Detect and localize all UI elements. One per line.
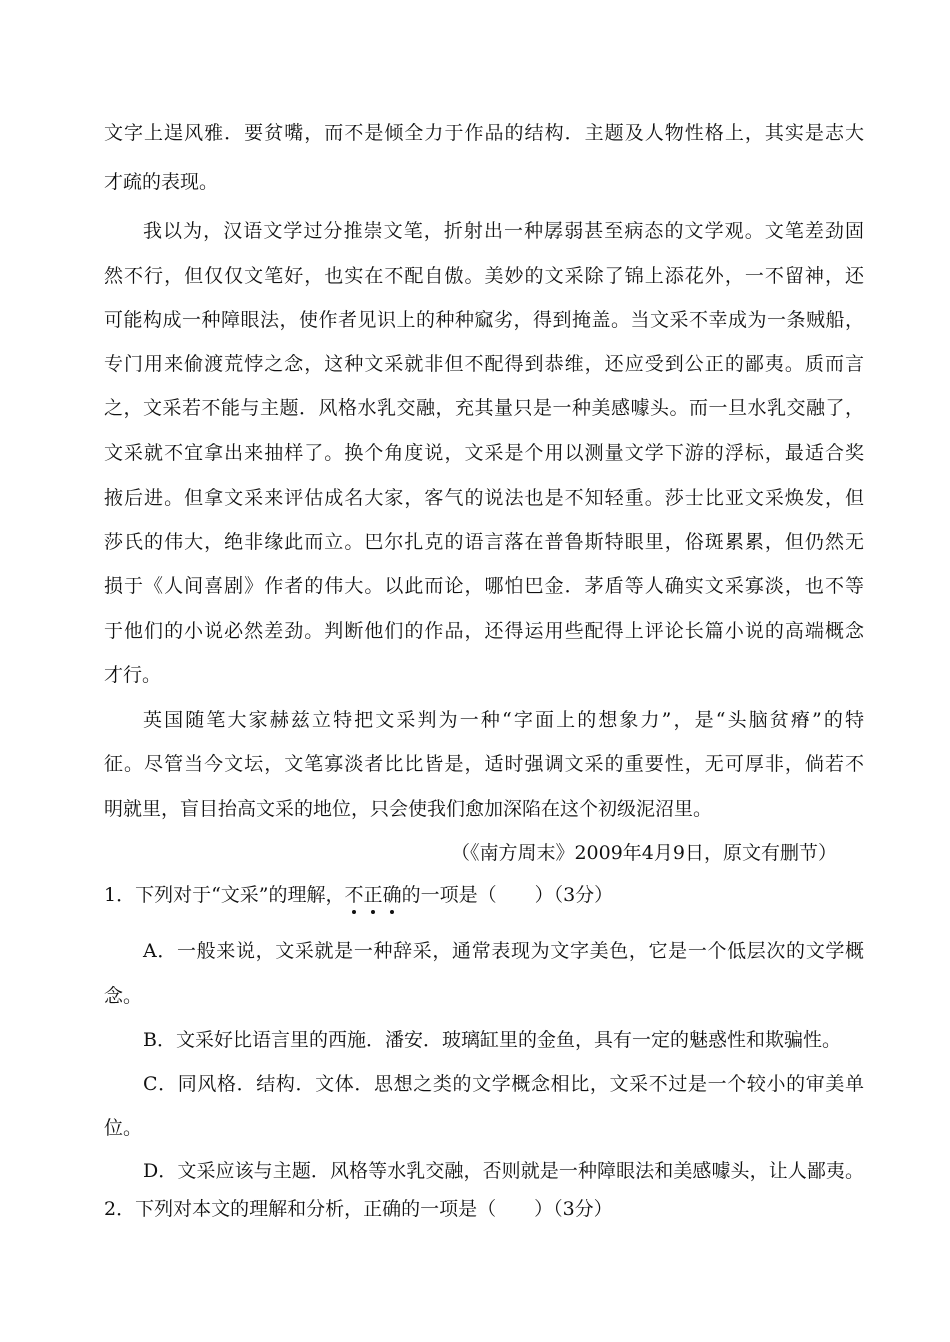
- passage-line: 于他们的小说必然差劲。判断他们的作品，还得运用些配得上评论长篇小说的高端概念: [104, 620, 864, 642]
- passage-line: 可能构成一种障眼法，使作者见识上的种种窳劣，得到掩盖。当文采不幸成为一条贼船，: [104, 309, 864, 331]
- passage-line: 明就里，盲目抬高文采的地位，只会使我们愈加深陷在这个初级泥沼里。: [104, 798, 713, 820]
- passage-line: 莎氏的伟大，绝非缘此而立。巴尔扎克的语言落在普鲁斯特眼里，俗斑累累，但仍然无: [104, 531, 864, 553]
- passage-line: 之，文采若不能与主题．风格水乳交融，充其量只是一种美感噱头。而一旦水乳交融了，: [104, 397, 864, 419]
- passage-line: 征。尽管当今文坛，文笔寡淡者比比皆是，适时强调文采的重要性，无可厚非，倘若不: [104, 753, 864, 775]
- option-a-line: 念。: [104, 985, 143, 1007]
- passage-line: 文采就不宜拿出来抽样了。换个角度说，文采是个用以测量文学下游的浮标，最适合奖: [104, 442, 864, 464]
- question-1-stem: [104, 883, 864, 907]
- question-1-stem-after: 的一项是（ ）（3分）: [401, 884, 614, 906]
- question-2-stem: 2．下列对本文的理解和分析，正确的一项是（ ）（3分）: [104, 1198, 613, 1220]
- option-d: D．文采应该与主题．风格等水乳交融，否则就是一种障眼法和美感噱头，让人鄙夷。: [143, 1160, 864, 1182]
- option-c-line: C．同风格．结构．文体．思想之类的文学概念相比，文采不过是一个较小的审美单: [143, 1073, 864, 1095]
- emphasis-char: 正: [363, 884, 383, 906]
- option-b: B．文采好比语言里的西施．潘安．玻璃缸里的金鱼，具有一定的魅惑性和欺骗性。: [143, 1029, 841, 1051]
- option-c-line: 位。: [104, 1117, 143, 1139]
- passage-line: 才疏的表现。: [104, 171, 219, 193]
- option-a-line: A．一般来说，文采就是一种辞采，通常表现为文字美色，它是一个低层次的文学概: [143, 940, 864, 962]
- passage-line: 掖后进。但拿文采来评估成名大家，客气的说法也是不知轻重。莎士比亚文采焕发，但: [104, 487, 864, 509]
- emphasis-char: 不: [344, 884, 364, 906]
- passage-line: 文字上逞风雅．要贫嘴，而不是倾全力于作品的结构．主题及人物性格上，其实是志大: [104, 122, 864, 144]
- passage-line: 我以为，汉语文学过分推崇文笔，折射出一种孱弱甚至病态的文学观。文笔差劲固: [143, 220, 864, 242]
- passage-line: 才行。: [104, 664, 162, 686]
- passage-line: 然不行，但仅仅文笔好，也实在不配自傲。美妙的文采除了锦上添花外，一不留神，还: [104, 265, 864, 287]
- source-citation: （《南方周末》2009年4月9日，原文有删节）: [450, 842, 837, 864]
- passage-line: 损于《人间喜剧》作者的伟大。以此而论，哪怕巴金．茅盾等人确实文采寡淡，也不等: [104, 575, 864, 597]
- question-1-stem-before: 1．下列对于“文采”的理解，: [104, 884, 345, 906]
- passage-line: 英国随笔大家赫兹立特把文采判为一种“字面上的想象力”，是“头脑贫瘠”的特: [143, 709, 864, 731]
- emphasis-char: 确: [382, 884, 402, 906]
- passage-line: 专门用来偷渡荒悖之念，这种文采就非但不配得到恭维，还应受到公正的鄙夷。质而言: [104, 353, 864, 375]
